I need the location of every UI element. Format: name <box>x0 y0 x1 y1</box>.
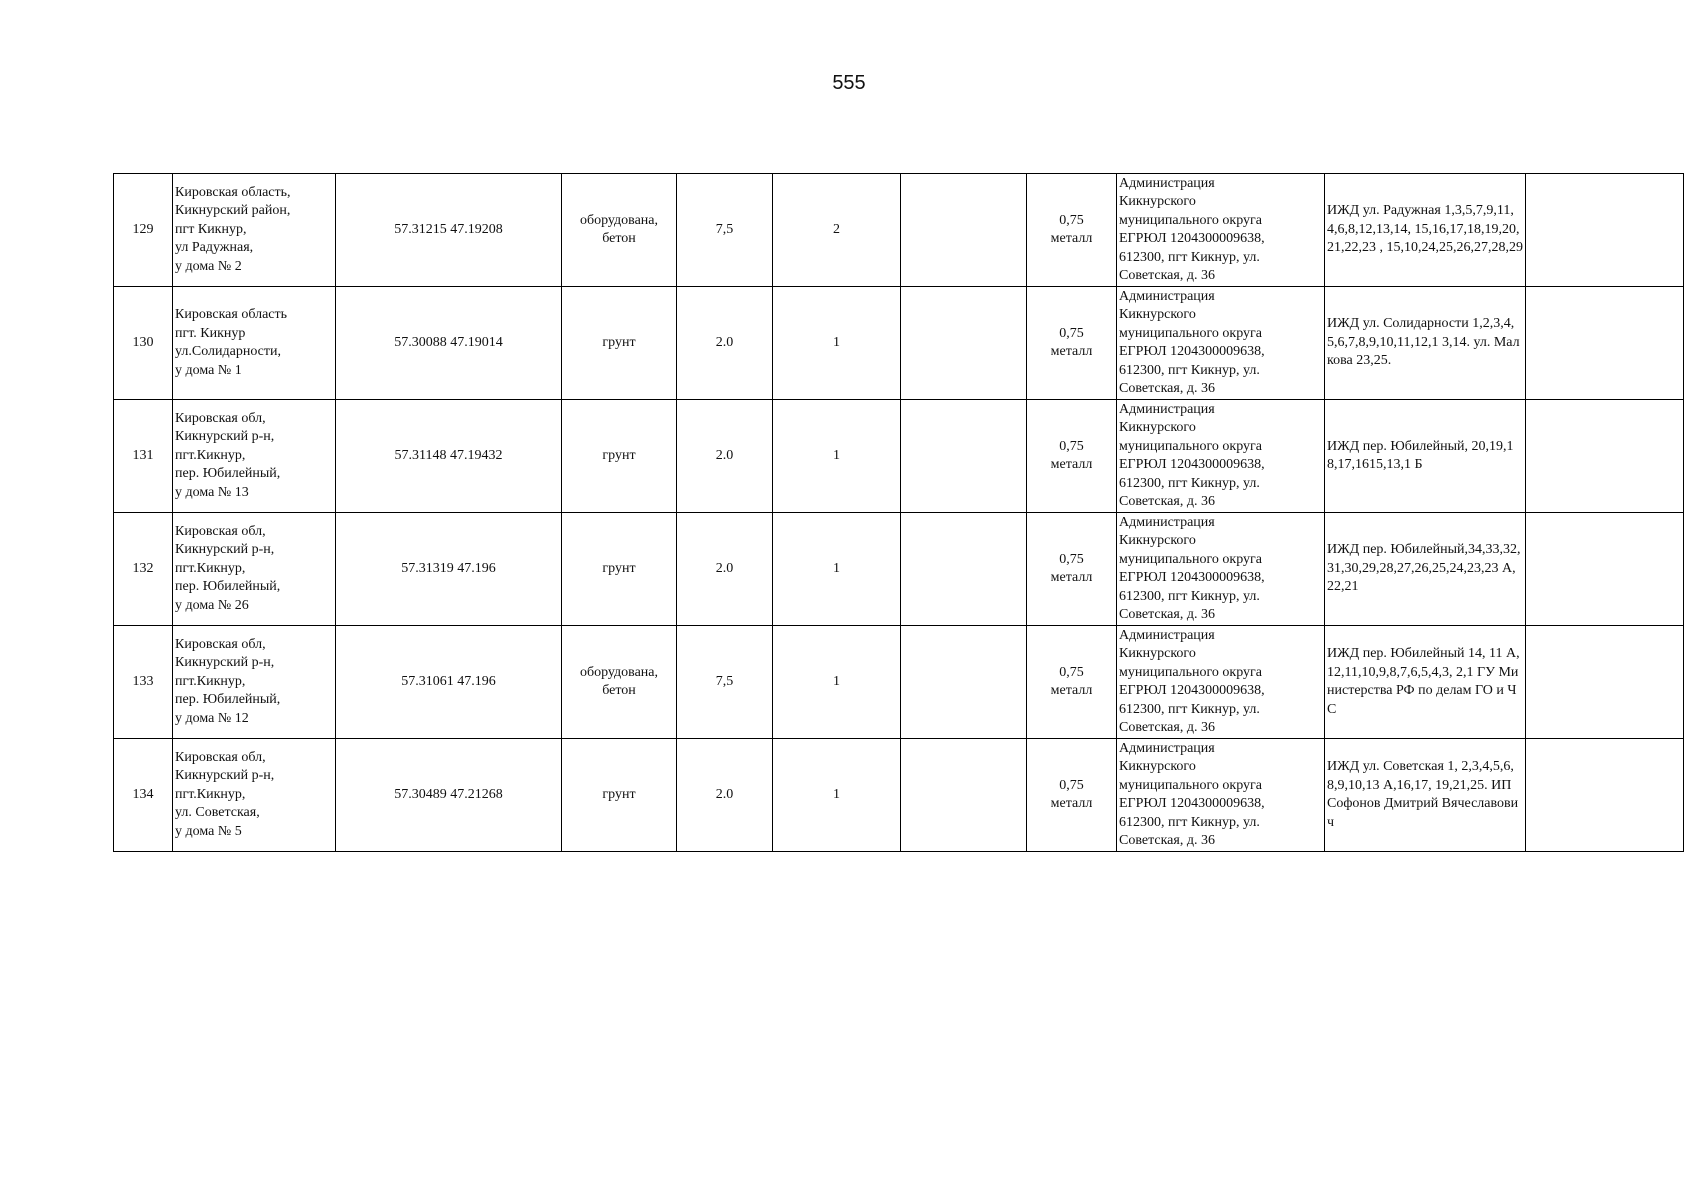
container-volume-cell <box>1027 400 1117 513</box>
owner-line: 612300, пгт Кикнур, ул. <box>1119 249 1260 265</box>
containers-cell: 1 <box>773 400 901 513</box>
volume-line: 0,75 <box>1059 438 1084 454</box>
owner-line: Администрация <box>1119 175 1215 191</box>
empty-cell <box>1526 513 1684 626</box>
address-line: пер. Юбилейный, <box>175 692 281 708</box>
address-line: у дома № 26 <box>175 597 249 613</box>
waste-sites-table <box>113 173 1684 852</box>
waste-sources-cell: ИЖД ул. Радужная 1,3,5,7,9,11,4,6,8,12,13,14, 15,16,17,18,19,20,21,22,23 , 15,10,24,25,26,27,28,29 <box>1325 174 1526 287</box>
surface-line: грунт <box>602 447 636 463</box>
volume-line: металл <box>1050 570 1093 585</box>
address-line: Кировская область <box>175 307 288 322</box>
row-number-cell: 132 <box>114 513 173 626</box>
surface-line: грунт <box>602 786 636 802</box>
table-row <box>114 174 1684 287</box>
container-volume-cell <box>1027 287 1117 400</box>
coordinates-cell: 57.31148 47.19432 <box>336 400 562 513</box>
address-line: Кировская область, <box>175 184 291 200</box>
coordinates-cell: 57.31215 47.19208 <box>336 174 562 287</box>
owner-line: Советская, д. 36 <box>1119 833 1215 848</box>
address-cell <box>173 626 336 739</box>
address-line: Кировская обл, <box>175 749 266 765</box>
volume-line: металл <box>1050 683 1093 698</box>
containers-cell: 1 <box>773 739 901 852</box>
volume-line: 0,75 <box>1059 777 1084 793</box>
owner-line: Администрация <box>1119 740 1215 756</box>
address-cell <box>173 739 336 852</box>
empty-cell <box>1526 739 1684 852</box>
owner-line: 612300, пгт Кикнур, ул. <box>1119 701 1260 717</box>
volume-line: металл <box>1050 796 1093 811</box>
empty-cell <box>1526 287 1684 400</box>
waste-sources-cell: ИЖД пер. Юбилейный, 20,19,18,17,1615,13,1 Б <box>1325 400 1526 513</box>
empty-cell <box>901 287 1027 400</box>
containers-cell: 2 <box>773 174 901 287</box>
owner-line: Кикнурского <box>1119 307 1196 322</box>
address-line: пер. Юбилейный, <box>175 466 281 482</box>
address-cell <box>173 513 336 626</box>
row-number-cell: 131 <box>114 400 173 513</box>
table-row <box>114 739 1684 852</box>
area-cell: 2.0 <box>677 400 773 513</box>
volume-line: металл <box>1050 344 1093 359</box>
table-row <box>114 400 1684 513</box>
owner-line: Кикнурского <box>1119 194 1196 209</box>
coordinates-cell: 57.31319 47.196 <box>336 513 562 626</box>
owner-line: 612300, пгт Кикнур, ул. <box>1119 588 1260 604</box>
address-line: пер. Юбилейный, <box>175 579 281 595</box>
owner-line: Администрация <box>1119 288 1215 304</box>
owner-line: 612300, пгт Кикнур, ул. <box>1119 475 1260 491</box>
owner-line: Советская, д. 36 <box>1119 381 1215 396</box>
owner-line: Кикнурского <box>1119 646 1196 661</box>
address-line: ул Радужная, <box>175 240 254 256</box>
address-line: у дома № 5 <box>175 823 242 839</box>
empty-cell <box>901 174 1027 287</box>
container-volume-cell <box>1027 513 1117 626</box>
owner-line: муниципального округа <box>1119 325 1262 341</box>
address-line: у дома № 13 <box>175 484 249 500</box>
address-line: пгт. Кикнур <box>175 325 246 341</box>
empty-cell <box>901 513 1027 626</box>
owner-cell <box>1117 287 1325 400</box>
surface-cell <box>562 739 677 852</box>
coordinates-cell: 57.30088 47.19014 <box>336 287 562 400</box>
owner-line: ЕГРЮЛ 1204300009638, <box>1119 344 1265 359</box>
address-line: у дома № 2 <box>175 258 242 274</box>
address-line: ул. Советская, <box>175 805 260 821</box>
owner-line: ЕГРЮЛ 1204300009638, <box>1119 570 1265 585</box>
waste-sources-cell: ИЖД ул. Солидарности 1,2,3,4,5,6,7,8,9,10,11,12,1 3,14. ул. Малкова 23,25. <box>1325 287 1526 400</box>
owner-line: ЕГРЮЛ 1204300009638, <box>1119 683 1265 698</box>
surface-line: оборудована, <box>579 664 659 680</box>
surface-line: грунт <box>602 334 636 350</box>
owner-cell <box>1117 513 1325 626</box>
address-line: пгт.Кикнур, <box>175 560 246 576</box>
owner-line: муниципального округа <box>1119 664 1262 680</box>
area-cell: 2.0 <box>677 739 773 852</box>
row-number-cell: 129 <box>114 174 173 287</box>
owner-line: Кикнурского <box>1119 533 1196 548</box>
containers-cell: 1 <box>773 287 901 400</box>
table-row <box>114 287 1684 400</box>
address-line: Кировская обл, <box>175 636 266 652</box>
owner-line: Кикнурского <box>1119 759 1196 774</box>
address-cell <box>173 287 336 400</box>
address-line: Кикнурский р-н, <box>175 542 275 558</box>
owner-line: 612300, пгт Кикнур, ул. <box>1119 814 1260 830</box>
containers-cell: 1 <box>773 626 901 739</box>
owner-line: Советская, д. 36 <box>1119 268 1215 283</box>
volume-line: металл <box>1050 231 1093 246</box>
address-line: у дома № 1 <box>175 362 242 378</box>
empty-cell <box>901 400 1027 513</box>
empty-cell <box>1526 626 1684 739</box>
surface-cell <box>562 626 677 739</box>
area-cell: 2.0 <box>677 287 773 400</box>
owner-cell <box>1117 739 1325 852</box>
address-line: пгт.Кикнур, <box>175 447 246 463</box>
volume-line: 0,75 <box>1059 551 1084 567</box>
row-number-cell: 133 <box>114 626 173 739</box>
address-line: Кикнурский р-н, <box>175 655 275 671</box>
address-line: Кировская обл, <box>175 410 266 426</box>
waste-sources-cell: ИЖД пер. Юбилейный 14, 11 А, 12,11,10,9,8,7,6,5,4,3, 2,1 ГУ Министерства РФ по делам ГО и ЧС <box>1325 626 1526 739</box>
volume-line: металл <box>1050 457 1093 472</box>
empty-cell <box>1526 174 1684 287</box>
area-cell: 7,5 <box>677 174 773 287</box>
owner-cell <box>1117 174 1325 287</box>
address-line: у дома № 12 <box>175 710 249 726</box>
address-cell <box>173 400 336 513</box>
coordinates-cell: 57.31061 47.196 <box>336 626 562 739</box>
address-line: пгт Кикнур, <box>175 221 247 237</box>
owner-line: муниципального округа <box>1119 551 1262 567</box>
owner-line: 612300, пгт Кикнур, ул. <box>1119 362 1260 378</box>
row-number-cell: 134 <box>114 739 173 852</box>
area-cell: 7,5 <box>677 626 773 739</box>
waste-sources-cell: ИЖД ул. Советская 1, 2,3,4,5,6,8,9,10,13 А,16,17, 19,21,25. ИП Софонов Дмитрий Вячеславович <box>1325 739 1526 852</box>
table-row <box>114 626 1684 739</box>
address-line: Кикнурский р-н, <box>175 768 275 784</box>
address-cell <box>173 174 336 287</box>
container-volume-cell <box>1027 626 1117 739</box>
waste-sources-cell: ИЖД пер. Юбилейный,34,33,32,31,30,29,28,27,26,25,24,23,23 А, 22,21 <box>1325 513 1526 626</box>
surface-cell <box>562 174 677 287</box>
address-line: Кировская обл, <box>175 523 266 539</box>
owner-line: Советская, д. 36 <box>1119 720 1215 735</box>
owner-line: Советская, д. 36 <box>1119 607 1215 622</box>
surface-cell <box>562 513 677 626</box>
owner-line: ЕГРЮЛ 1204300009638, <box>1119 231 1265 246</box>
row-number-cell: 130 <box>114 287 173 400</box>
owner-line: Администрация <box>1119 514 1215 530</box>
empty-cell <box>901 739 1027 852</box>
address-line: Кикнурский р-н, <box>175 429 275 445</box>
surface-line: грунт <box>602 560 636 576</box>
address-line: пгт.Кикнур, <box>175 673 246 689</box>
volume-line: 0,75 <box>1059 212 1084 228</box>
surface-cell <box>562 400 677 513</box>
volume-line: 0,75 <box>1059 325 1084 341</box>
owner-line: ЕГРЮЛ 1204300009638, <box>1119 796 1265 811</box>
owner-cell <box>1117 400 1325 513</box>
owner-line: Администрация <box>1119 627 1215 643</box>
page-number: 555 <box>832 72 866 94</box>
empty-cell <box>901 626 1027 739</box>
containers-cell: 1 <box>773 513 901 626</box>
table-body <box>114 174 1684 852</box>
coordinates-cell: 57.30489 47.21268 <box>336 739 562 852</box>
owner-line: муниципального округа <box>1119 212 1262 228</box>
surface-cell <box>562 287 677 400</box>
owner-line: Советская, д. 36 <box>1119 494 1215 509</box>
address-line: ул.Солидарности, <box>175 344 282 359</box>
surface-line: бетон <box>602 683 636 698</box>
owner-line: муниципального округа <box>1119 777 1262 793</box>
address-line: Кикнурский район, <box>175 203 291 219</box>
container-volume-cell <box>1027 174 1117 287</box>
owner-line: Кикнурского <box>1119 420 1196 435</box>
surface-line: оборудована, <box>579 212 659 228</box>
address-line: пгт.Кикнур, <box>175 786 246 802</box>
surface-line: бетон <box>602 231 636 246</box>
empty-cell <box>1526 400 1684 513</box>
owner-cell <box>1117 626 1325 739</box>
table-row <box>114 513 1684 626</box>
container-volume-cell <box>1027 739 1117 852</box>
owner-line: муниципального округа <box>1119 438 1262 454</box>
volume-line: 0,75 <box>1059 664 1084 680</box>
owner-line: Администрация <box>1119 401 1215 417</box>
area-cell: 2.0 <box>677 513 773 626</box>
owner-line: ЕГРЮЛ 1204300009638, <box>1119 457 1265 472</box>
